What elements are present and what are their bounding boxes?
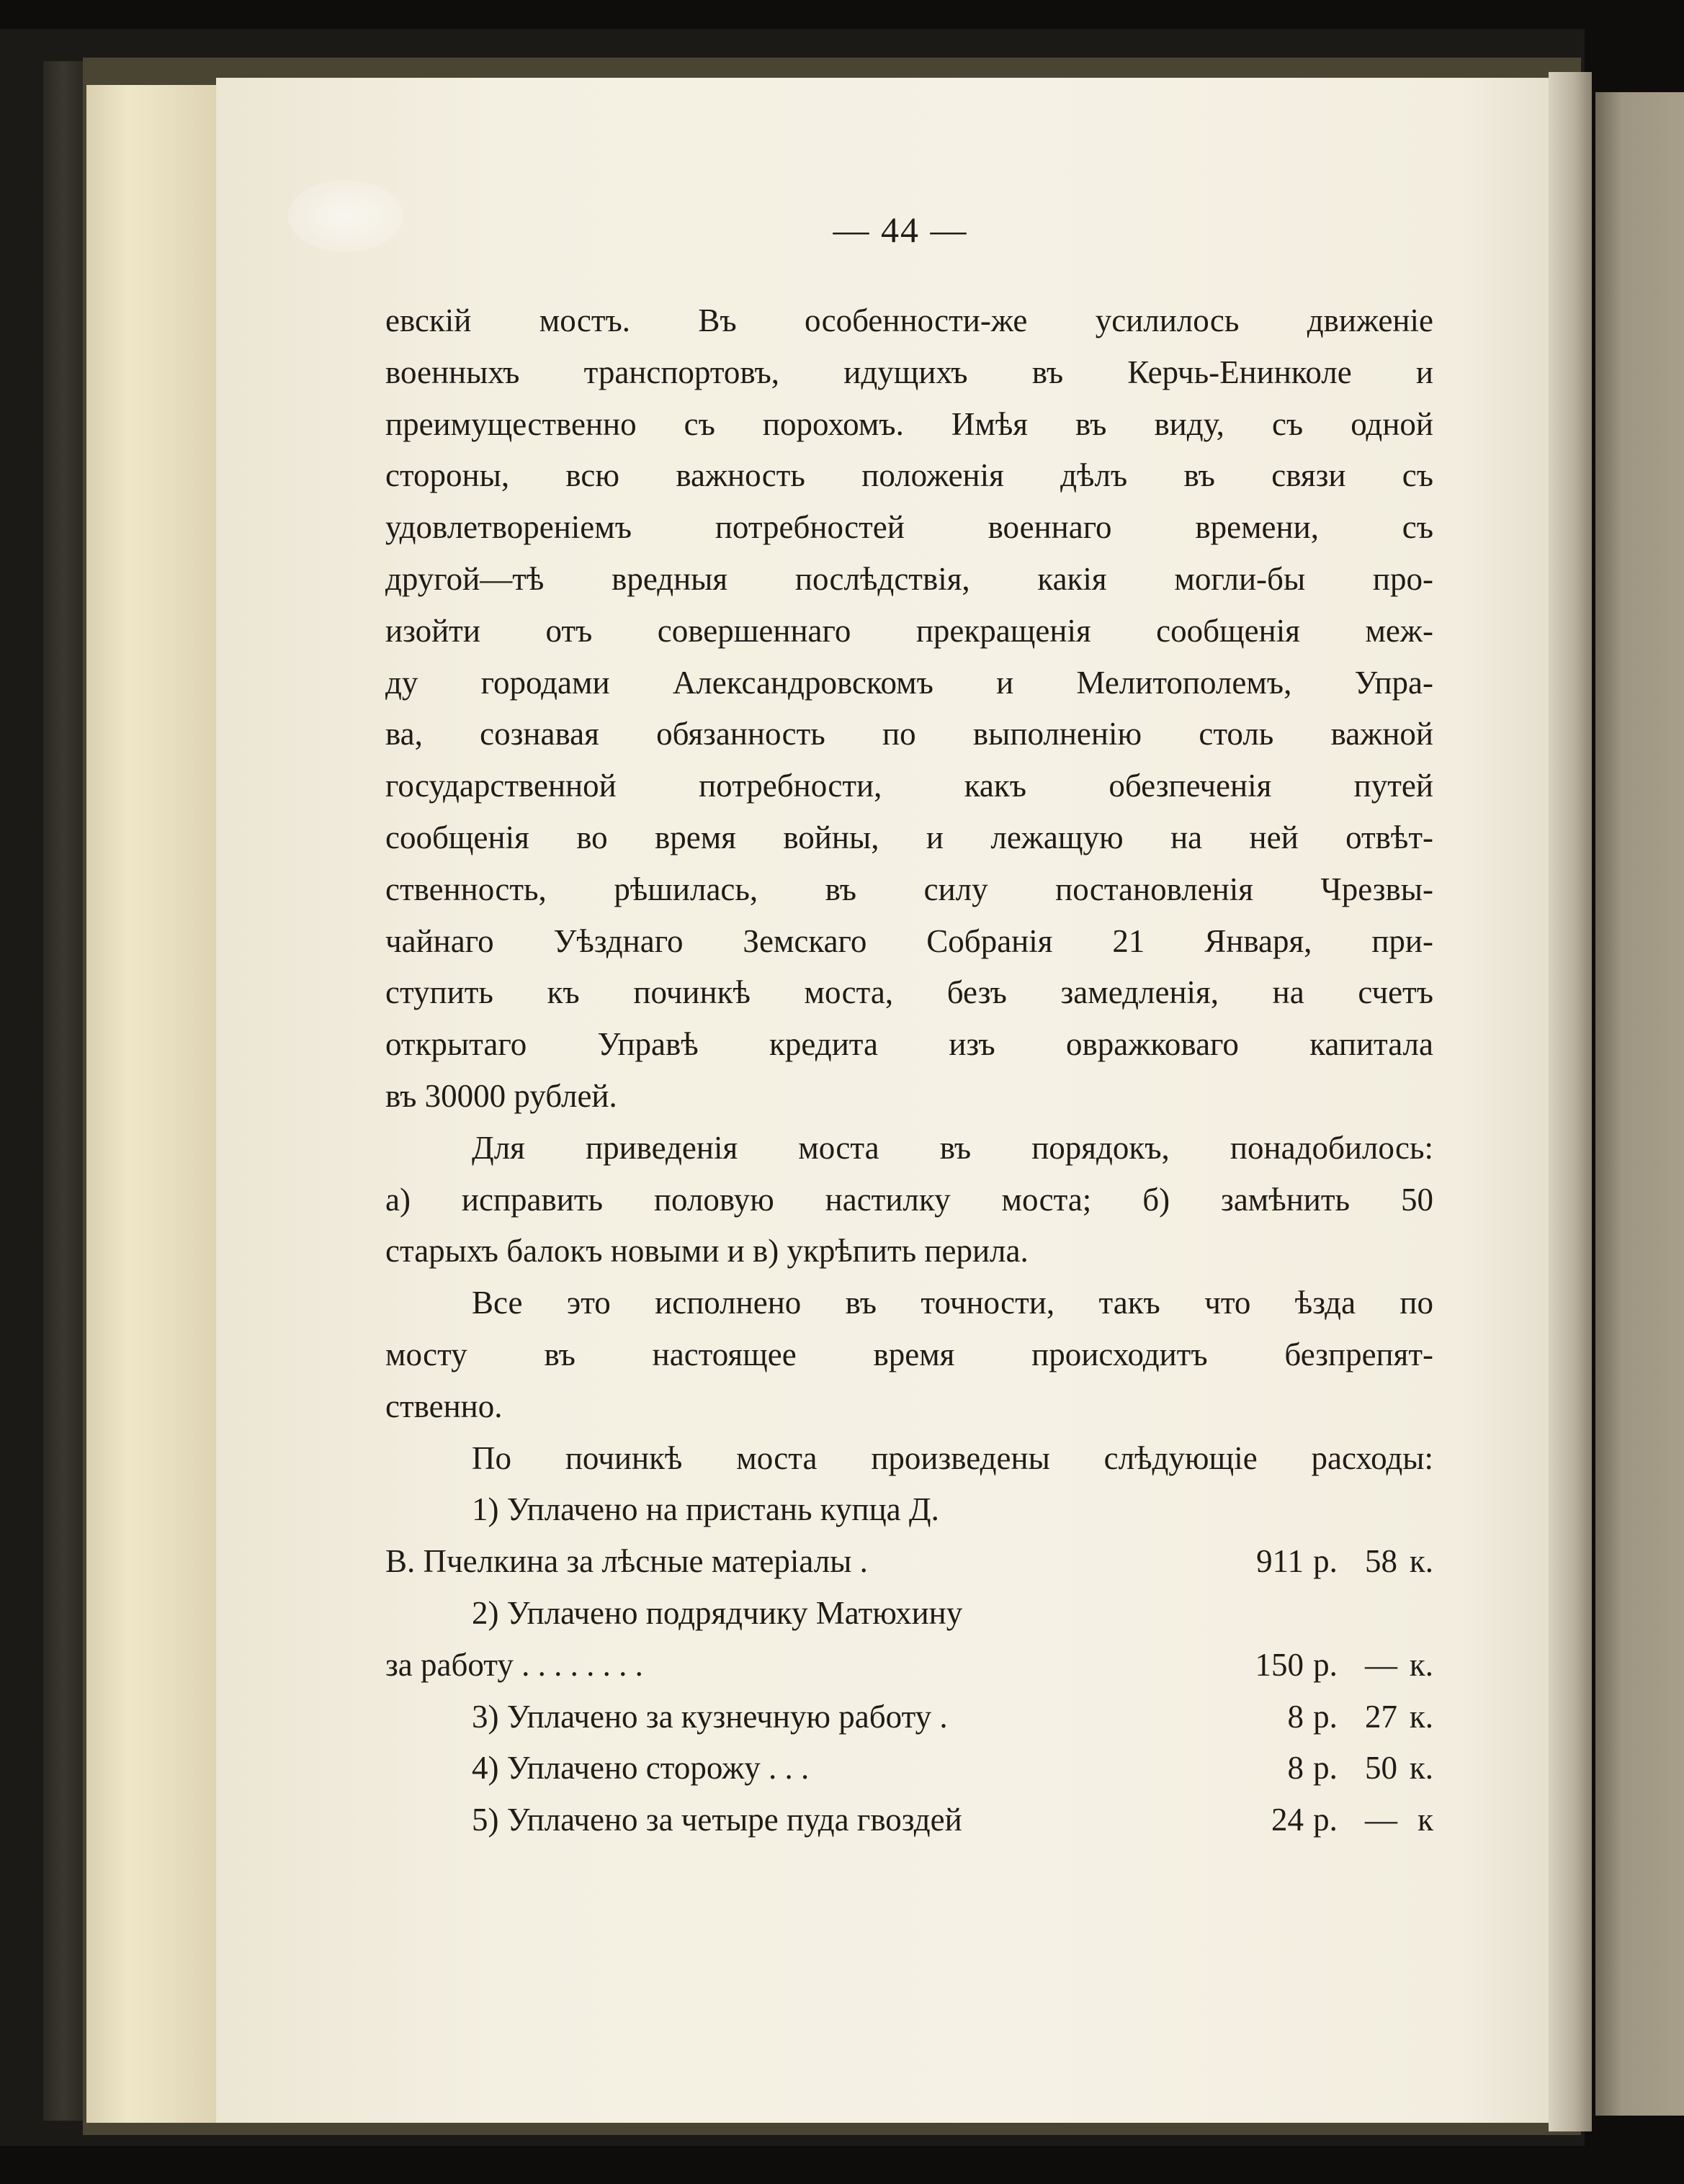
expense-row [385, 1691, 1433, 1743]
text-line: ственно. [385, 1388, 503, 1424]
paper-stain [288, 180, 403, 252]
kopecks-unit: к. [1409, 1750, 1433, 1787]
expense-description: за работу . . . . . . . . [385, 1646, 643, 1683]
text-line: Все это исполнено въ точности, такъ что ѣзда по [472, 1285, 1433, 1321]
text-line: 1) Уплачено на пристань купца Д. [472, 1491, 939, 1528]
body-text [385, 295, 1433, 1846]
text-line: государственной потребности, какъ обезпеченія путей [385, 768, 1433, 804]
text-line: военныхъ транспортовъ, идущихъ въ Керчь-Енинколе и [385, 354, 1433, 390]
kopecks-unit: к. [1409, 1543, 1433, 1580]
expense-rubles: 8 [1287, 1698, 1304, 1735]
kopecks-unit: к [1417, 1802, 1433, 1838]
text-line: открытаго Управѣ кредита изъ овражковаго капитала [385, 1026, 1433, 1063]
expense-row [385, 1743, 1433, 1794]
expense-row [385, 1640, 1433, 1691]
text-line: ва, сознавая обязанность по выполненію столь важной [385, 716, 1433, 752]
expense-rubles: 911 [1256, 1543, 1304, 1580]
text-line: другой—тѣ вредныя послѣдствія, какія могли-бы про- [385, 560, 1433, 597]
expense-kopecks: 58 [1365, 1543, 1397, 1580]
expense-row [385, 1794, 1433, 1846]
kopecks-unit: к. [1409, 1698, 1433, 1735]
text-line: евскій мостъ. Въ особенности-же усилилось движеніе [385, 302, 1433, 338]
text-line: преимущественно съ порохомъ. Имѣя въ виду, съ одной [385, 405, 1433, 442]
expense-description: 4) Уплачено сторожу . . . [472, 1750, 810, 1787]
text-line: а) исправить половую настилку моста; б) замѣнить 50 [385, 1181, 1433, 1218]
expense-description: 3) Уплачено за кузнечную работу . [472, 1698, 948, 1735]
text-line: мосту въ настоящее время происходитъ безпрепят- [385, 1336, 1433, 1372]
rubles-unit: р. [1313, 1646, 1338, 1683]
expense-kopecks: — [1365, 1646, 1397, 1683]
text-line: изойти отъ совершеннаго прекращенія сообщенія меж- [385, 612, 1433, 649]
text-line: удовлетвореніемъ потребностей военнаго времени, съ [385, 509, 1433, 546]
page-gutter [1549, 72, 1592, 2131]
expense-rubles: 150 [1255, 1646, 1304, 1683]
expense-rubles: 8 [1287, 1750, 1304, 1787]
expense-row [385, 1588, 1433, 1640]
text-line: сообщенія во время войны, и лежащую на ней отвѣт- [385, 819, 1433, 855]
page-number: — 44 — [833, 210, 968, 250]
expense-kopecks: 50 [1365, 1750, 1397, 1787]
expense-row [385, 1536, 1433, 1588]
rubles-unit: р. [1313, 1750, 1338, 1787]
page-stack-edge [86, 85, 223, 2123]
text-line: чайнаго Уѣзднаго Земскаго Собранія 21 Января, при- [385, 922, 1433, 959]
expense-description: В. Пчелкина за лѣсные матеріалы . [385, 1543, 868, 1580]
expense-description: 5) Уплачено за четыре пуда гвоздей [472, 1802, 962, 1838]
rubles-unit: р. [1313, 1698, 1338, 1735]
expense-rubles: 24 [1271, 1802, 1304, 1838]
expense-kopecks: 27 [1365, 1698, 1397, 1735]
facing-page-edge [1595, 92, 1684, 2116]
rubles-unit: р. [1313, 1802, 1338, 1838]
text-line: старыхъ балокъ новыми и в) укрѣпить перила. [385, 1233, 1029, 1269]
rubles-unit: р. [1313, 1543, 1338, 1580]
expense-description: 2) Уплачено подрядчику Матюхину [472, 1594, 963, 1631]
text-line: По починкѣ моста произведены слѣдующіе расходы: [472, 1439, 1433, 1476]
text-line: стороны, всю важность положенія дѣлъ въ связи съ [385, 457, 1433, 494]
text-line: ду городами Александровскомъ и Мелитополемъ, Упра- [385, 664, 1433, 701]
text-line: ственность, рѣшилась, въ силу постановленія Чрезвы- [385, 871, 1433, 907]
kopecks-unit: к. [1409, 1646, 1433, 1683]
text-line: ступить къ починкѣ моста, безъ замедленія, на счетъ [385, 974, 1433, 1011]
expense-kopecks: — [1365, 1802, 1397, 1838]
text-line: въ 30000 рублей. [385, 1077, 617, 1114]
text-line: Для приведенія моста въ порядокъ, понадобилось: [472, 1129, 1433, 1166]
